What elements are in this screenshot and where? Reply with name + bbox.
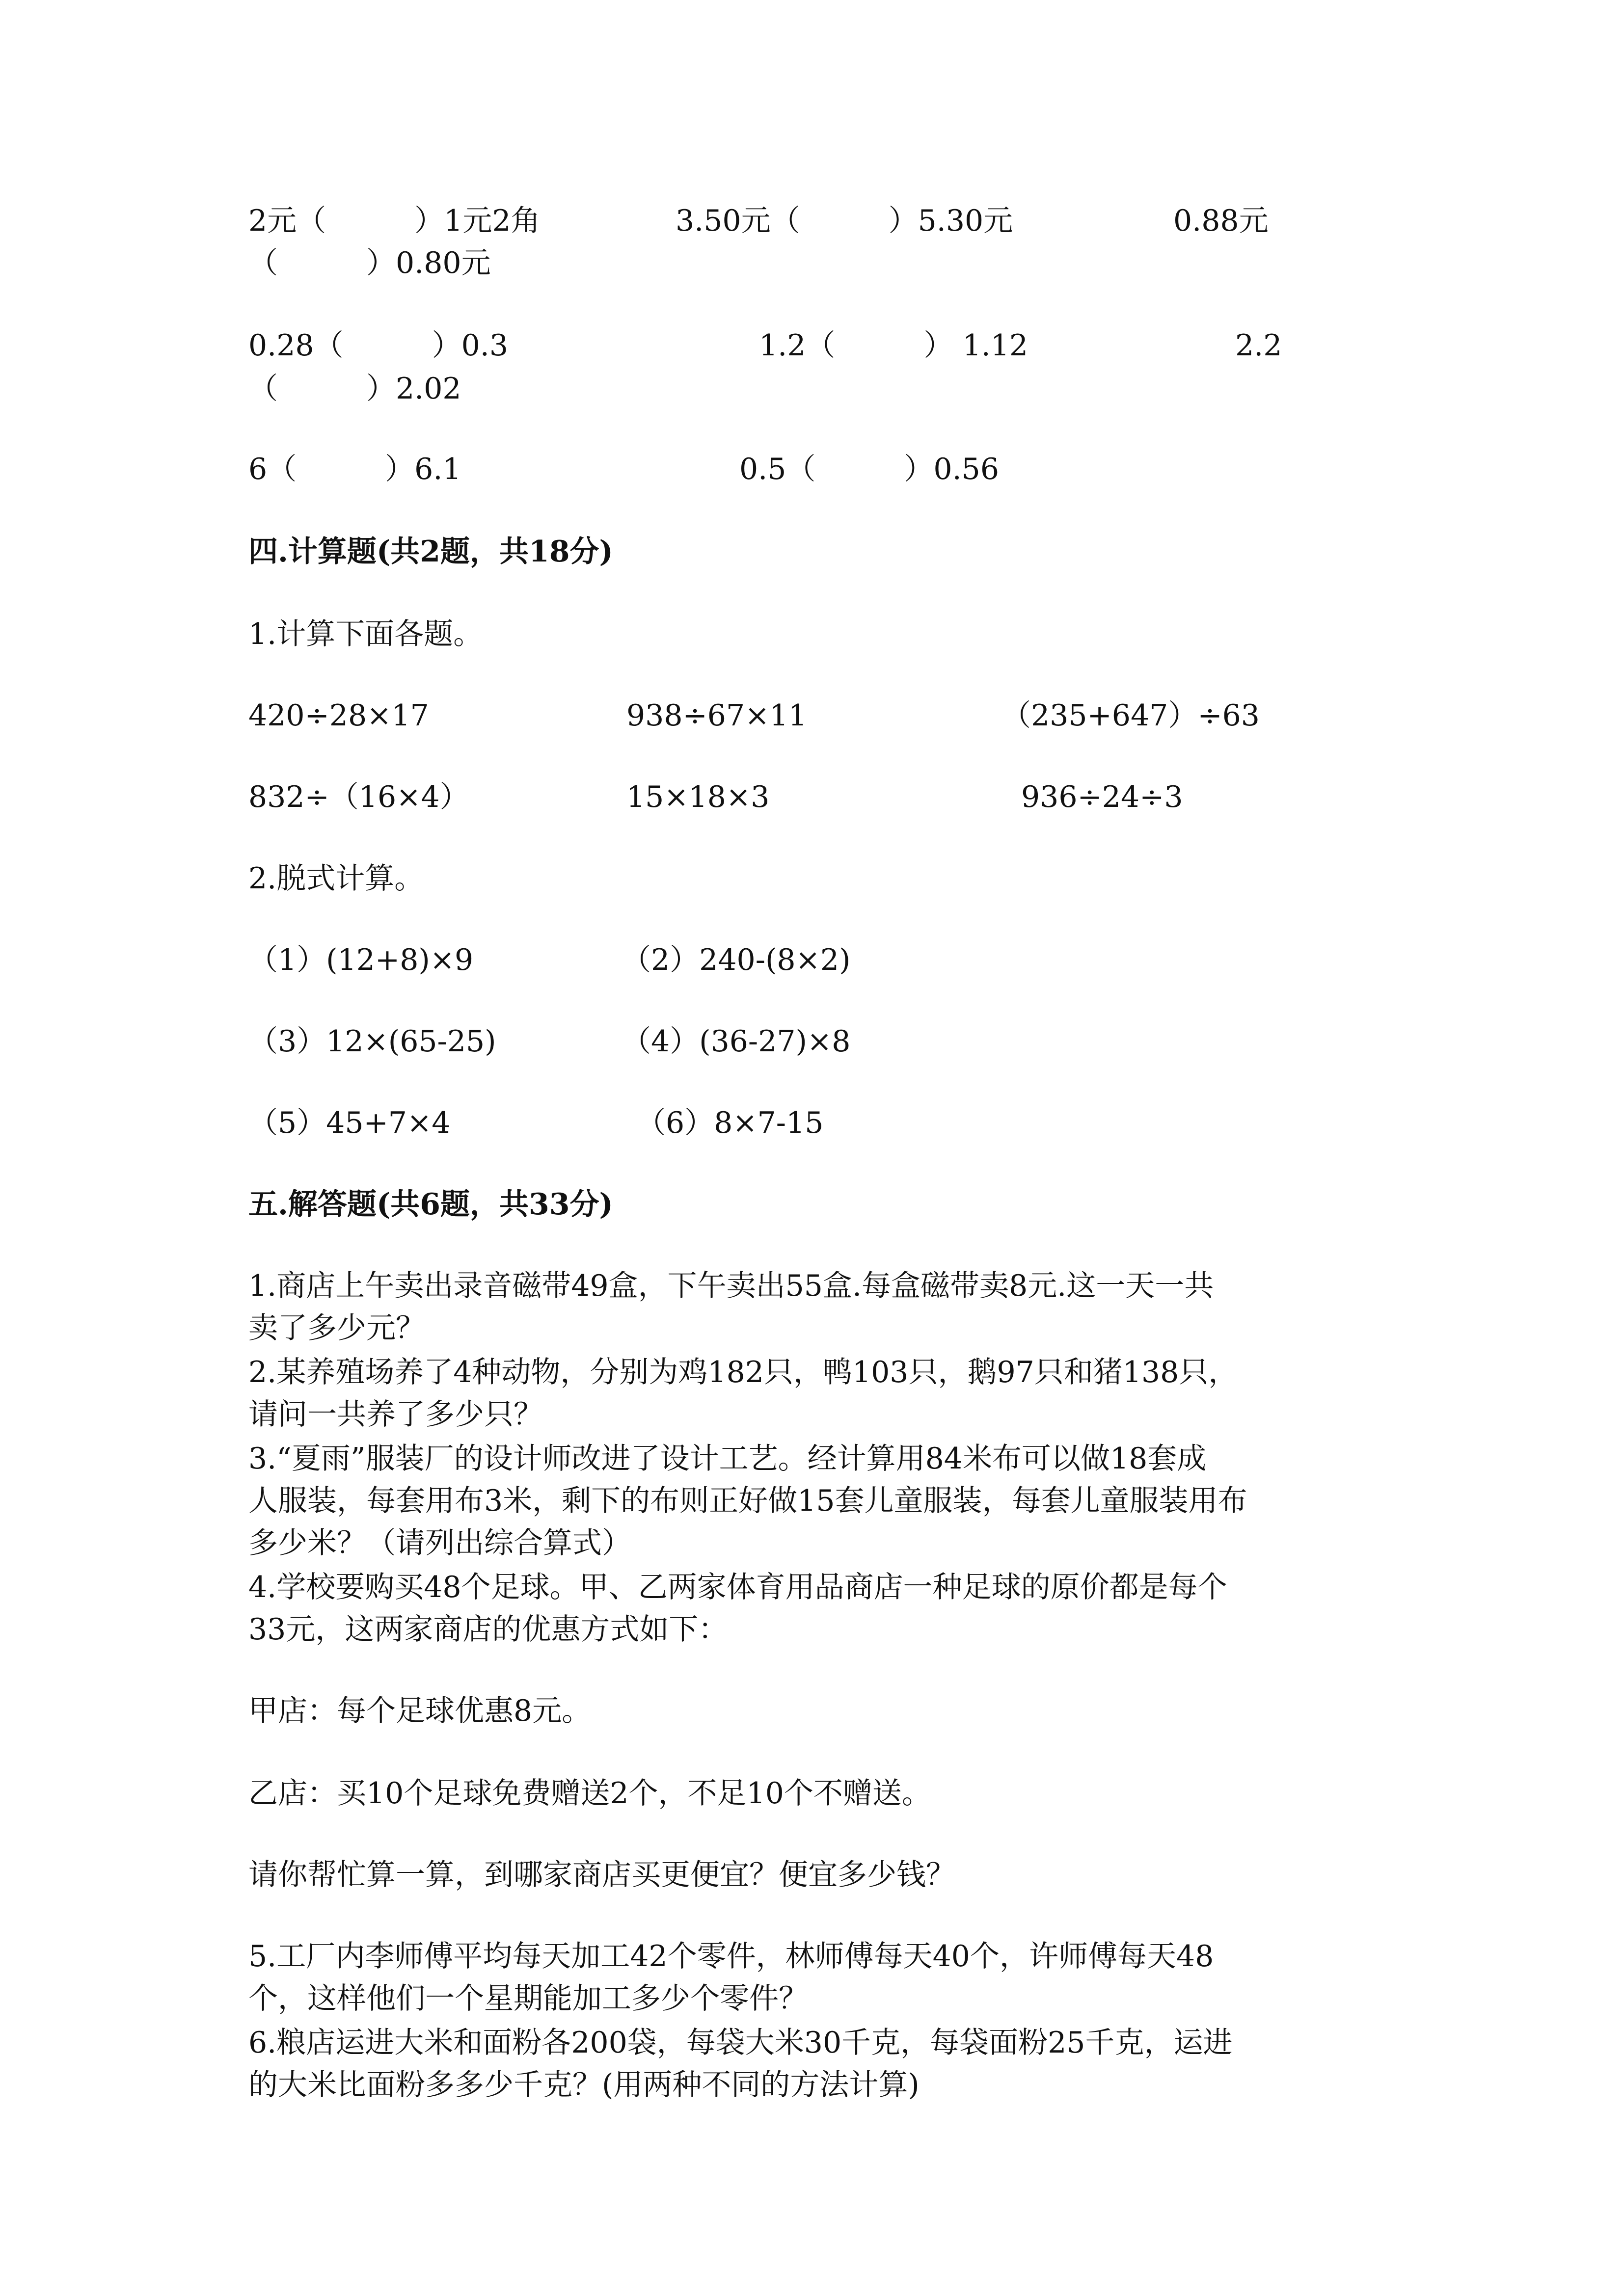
problem-2-line: 请问一共养了多少只？ xyxy=(248,1397,543,1432)
compare-row2-c-cont: （ ）2.02 xyxy=(248,372,461,406)
problem-3-line: 3.“夏雨”服装厂的设计师改进了设计工艺。经计算用84米布可以做18套成 xyxy=(248,1442,1207,1476)
problem-4-line: 33元，这两家商店的优惠方式如下： xyxy=(248,1612,728,1647)
calc-item: 938÷67×11 xyxy=(626,698,807,733)
problem-2-line: 2.某养殖场养了4种动物，分别为鸡182只，鸭103只，鹅97只和猪138只， xyxy=(248,1355,1238,1389)
compare-row2-b: 1.2（ ） 1.12 xyxy=(759,328,1029,363)
calc-item: （235+647）÷63 xyxy=(1001,698,1260,733)
section4-q2-title: 2.脱式计算。 xyxy=(248,861,424,896)
problem-1-line: 卖了多少元？ xyxy=(248,1311,425,1345)
step-calc-item: （1）(12+8)×9 xyxy=(248,943,474,977)
step-calc-item: （3）12×(65-25) xyxy=(248,1024,496,1059)
step-calc-item: （5）45+7×4 xyxy=(248,1106,451,1140)
problem-3-line: 多少米？（请列出综合算式） xyxy=(248,1526,631,1560)
calc-item: 15×18×3 xyxy=(626,780,770,814)
compare-row1-c-cont: （ ）0.80元 xyxy=(248,246,491,280)
compare-row3-a: 6（ ）6.1 xyxy=(248,452,461,486)
problem-6-line: 6.粮店运进大米和面粉各200袋，每袋大米30千克，每袋面粉25千克，运进 xyxy=(248,2026,1233,2060)
calc-item: 832÷（16×4） xyxy=(248,780,469,814)
problem-4-question: 请你帮忙算一算，到哪家商店买更便宜？便宜多少钱？ xyxy=(248,1858,955,1892)
compare-row1-c: 0.88元 xyxy=(1173,204,1269,238)
compare-row2-c: 2.2 xyxy=(1235,328,1282,363)
compare-row3-b: 0.5（ ）0.56 xyxy=(739,452,1000,486)
problem-4-store-b: 乙店：买10个足球免费赠送2个，不足10个不赠送。 xyxy=(248,1776,931,1811)
calc-item: 420÷28×17 xyxy=(248,698,429,733)
compare-row1-a: 2元（ ）1元2角 xyxy=(248,204,541,238)
problem-5-line: 5.工厂内李师傅平均每天加工42个零件，林师傅每天40个，许师傅每天48 xyxy=(248,1939,1214,1974)
problem-6-line: 的大米比面粉多多少千克？(用两种不同的方法计算) xyxy=(248,2068,920,2102)
compare-row1-b: 3.50元（ ）5.30元 xyxy=(676,204,1013,238)
problem-5-line: 个，这样他们一个星期能加工多少个零件？ xyxy=(248,1981,808,2016)
problem-3-line: 人服装，每套用布3米，剩下的布则正好做15套儿童服装，每套儿童服装用布 xyxy=(248,1484,1247,1518)
compare-row2-a: 0.28（ ）0.3 xyxy=(248,328,509,363)
calc-item: 936÷24÷3 xyxy=(1021,780,1183,814)
section4-q1-title: 1.计算下面各题。 xyxy=(248,617,483,651)
problem-4-store-a: 甲店：每个足球优惠8元。 xyxy=(248,1694,592,1728)
step-calc-item: （6）8×7-15 xyxy=(636,1106,824,1140)
step-calc-item: （4）(36-27)×8 xyxy=(622,1024,851,1059)
step-calc-item: （2）240-(8×2) xyxy=(622,943,851,977)
problem-1-line: 1.商店上午卖出录音磁带49盒，下午卖出55盒.每盒磁带卖8元.这一天一共 xyxy=(248,1269,1214,1303)
section5-title: 五.解答题(共6题，共33分) xyxy=(248,1187,613,1222)
problem-4-line: 4.学校要购买48个足球。甲、乙两家体育用品商店一种足球的原价都是每个 xyxy=(248,1570,1227,1604)
section4-title: 四.计算题(共2题，共18分) xyxy=(248,534,613,569)
